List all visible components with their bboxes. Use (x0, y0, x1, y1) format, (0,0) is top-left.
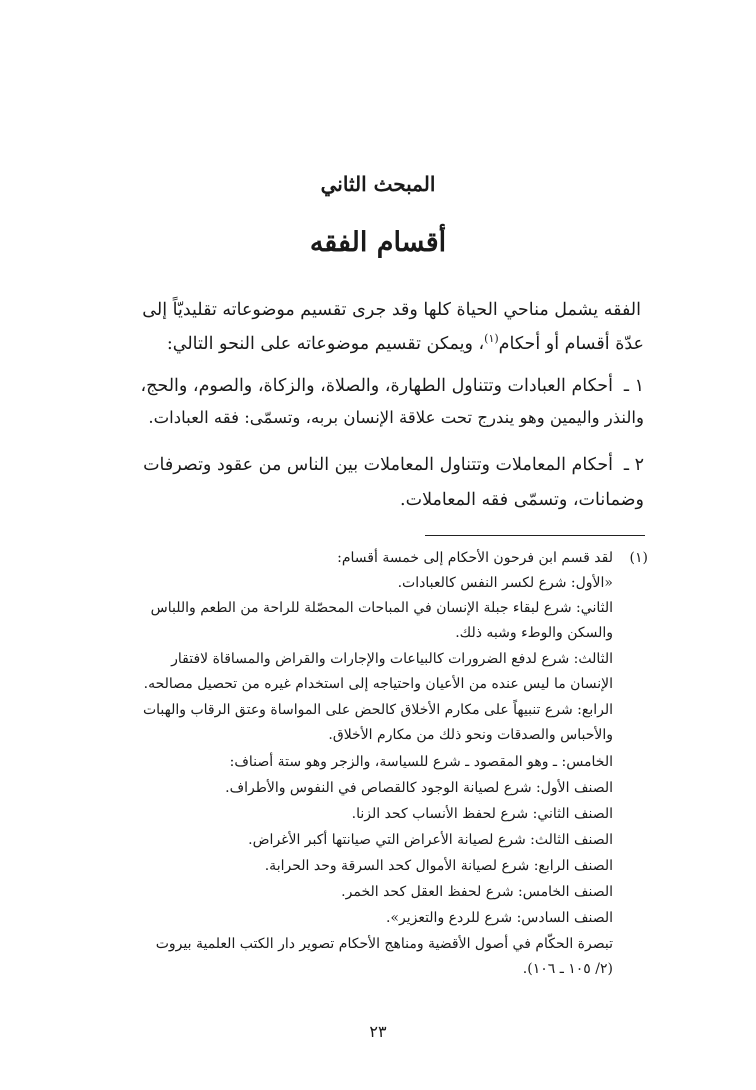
footnote-line: الصنف الثاني: شرع لحفظ الأنساب كحد الزنا. (351, 806, 613, 822)
footnote-line: الخامس: ـ وهو المقصود ـ شرع للسياسة، والزجر وهو ستة أصناف: (229, 754, 613, 770)
footnote-line: الصنف الرابع: شرع لصيانة الأموال كحد السرقة وحد الحرابة. (264, 858, 613, 874)
footnote-marker: (١) (629, 550, 648, 566)
list-item-2-line-2: وضمانات، وتسمّى فقه المعاملات. (400, 490, 644, 510)
footnote-line: الثالث: شرع لدفع الضرورات كالبياعات والإجارات والقراض والمساقاة لافتقار (171, 651, 613, 667)
footnote-reference: (١) (484, 332, 499, 345)
footnote-line: تبصرة الحكّام في أصول الأقضية ومناهج الأحكام تصوير دار الكتب العلمية بيروت (155, 936, 613, 952)
footnote-line: الإنسان ما ليس عنده من الأعيان واحتياجه إلى استخدام غيره من تحصيل مصالحه. (143, 676, 613, 692)
footnote-line: الصنف السادس: شرع للردع والتعزير». (385, 910, 613, 926)
footnote-line: الرابع: شرع تنبيهاً على مكارم الأخلاق كالحض على المواساة وعتق الرقاب والهبات (142, 702, 613, 718)
page-title: أقسام الفقه (309, 227, 447, 258)
footnote-divider (425, 535, 645, 536)
list-marker-2: ٢ ـ (623, 455, 644, 475)
footnote-line: الصنف الثالث: شرع لصيانة الأعراض التي صيانتها أكبر الأغراض. (248, 832, 613, 848)
list-marker-1: ١ ـ (623, 376, 644, 396)
intro-line-1: الفقه يشمل مناحي الحياة كلها وقد جرى تقسيم موضوعاته تقليديّاً إلى (142, 300, 641, 320)
footnote-line: الثاني: شرع لبقاء جبلة الإنسان في المباحات المحصّلة للراحة من الطعم واللباس (150, 600, 613, 616)
footnote-line: «الأول: شرع لكسر النفس كالعبادات. (397, 575, 613, 591)
footnote-line: الصنف الخامس: شرع لحفظ العقل كحد الخمر. (341, 884, 613, 900)
list-item-1-line-2: والنذر واليمين وهو يندرج تحت علاقة الإنسان بربه، وتسمّى: فقه العبادات. (148, 408, 644, 427)
list-item-1-line-1: أحكام العبادات وتتناول الطهارة، والصلاة، والزكاة، والصوم، والحج، (140, 376, 613, 396)
footnote-line: والأحباس والصدقات ونحو ذلك من مكارم الأخلاق. (328, 727, 613, 743)
footnote-line: والسكن والوطء وشبه ذلك. (455, 625, 613, 641)
intro-line-2 (167, 332, 644, 354)
intro-line-2-post: ، ويمكن تقسيم موضوعاته على النحو التالي: (166, 333, 485, 354)
footnote-line: الصنف الأول: شرع لصيانة الوجود كالقصاص في النفوس والأطراف. (225, 780, 613, 796)
footnote-line: لقد قسم ابن فرحون الأحكام إلى خمسة أقسام: (337, 550, 613, 566)
page-number: ٢٣ (369, 1022, 387, 1041)
section-label: المبحث الثاني (320, 172, 436, 196)
intro-line-2-pre: عدّة أقسام أو أحكام (498, 333, 644, 354)
list-item-2-line-1: أحكام المعاملات وتتناول المعاملات بين الناس من عقود وتصرفات (143, 455, 613, 475)
footnote-line: (٢/ ١٠٥ ـ ١٠٦). (522, 961, 613, 977)
